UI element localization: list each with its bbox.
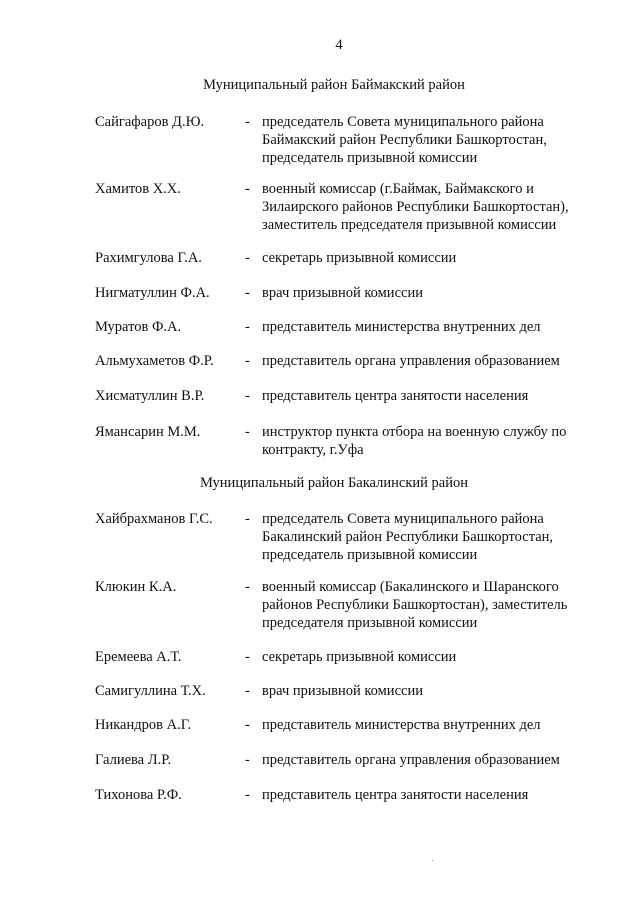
member-name: Самигуллина Т.Х. — [95, 683, 206, 699]
member-name: Нигматуллин Ф.А. — [95, 285, 210, 301]
member-dash: - — [245, 424, 250, 440]
member-role: врач призывной комиссии — [262, 285, 423, 301]
member-name: Хисматуллин В.Р. — [95, 388, 205, 404]
member-dash: - — [245, 285, 250, 301]
member-dash: - — [245, 114, 250, 130]
member-dash: - — [245, 752, 250, 768]
member-role: секретарь призывной комиссии — [262, 250, 457, 266]
member-role: инструктор пункта отбора на военную службу по контракту, г.Уфа — [262, 424, 567, 458]
member-dash: - — [245, 388, 250, 404]
member-role: представитель центра занятости населения — [262, 388, 529, 404]
member-name: Муратов Ф.А. — [95, 319, 182, 335]
section-title-bakaly: Муниципальный район Бакалинский район — [200, 475, 468, 491]
member-role: представитель центра занятости населения — [262, 787, 529, 803]
member-role: председатель Совета муниципального района Баймакский район Республики Башкортостан, председатель призывной комиссии — [262, 114, 547, 166]
page-number: 4 — [335, 37, 343, 53]
member-name: Еремеева А.Т. — [95, 649, 182, 665]
member-role: представитель министерства внутренних дел — [262, 717, 541, 733]
member-dash: - — [245, 649, 250, 665]
member-dash: - — [245, 250, 250, 266]
member-name: Хамитов Х.Х. — [95, 181, 181, 197]
member-dash: - — [245, 683, 250, 699]
member-name: Хайбрахманов Г.С. — [95, 511, 213, 527]
member-dash: - — [245, 511, 250, 527]
member-dash: - — [245, 181, 250, 197]
member-dash: - — [245, 717, 250, 733]
member-role: представитель министерства внутренних дел — [262, 319, 541, 335]
member-dash: - — [245, 787, 250, 803]
member-dash: - — [245, 319, 250, 335]
member-role: секретарь призывной комиссии — [262, 649, 457, 665]
member-name: Тихонова Р.Ф. — [95, 787, 182, 803]
member-name: Галиева Л.Р. — [95, 752, 172, 768]
member-name: Никандров А.Г. — [95, 717, 192, 733]
member-role: военный комиссар (Бакалинского и Шаранского районов Республики Башкортостан), заместитель председателя призывной комиссии — [262, 579, 568, 631]
member-role: военный комиссар (г.Баймак, Баймакского и Зилаирского районов Республики Башкортостан), заместитель председателя призывной комиссии — [262, 181, 569, 233]
member-dash: - — [245, 353, 250, 369]
member-name: Сайгафаров Д.Ю. — [95, 114, 205, 130]
member-name: Клюкин К.А. — [95, 579, 177, 595]
member-dash: - — [245, 579, 250, 595]
member-role: представитель органа управления образованием — [262, 752, 560, 768]
member-role: председатель Совета муниципального района Бакалинский район Республики Башкортостан, председатель призывной комиссии — [262, 511, 554, 563]
member-name: Рахимгулова Г.А. — [95, 250, 202, 266]
section-title-baymak: Муниципальный район Баймакский район — [203, 77, 465, 93]
member-name: Альмухаметов Ф.Р. — [95, 353, 214, 369]
member-name: Ямансарин М.М. — [95, 424, 201, 440]
member-role: представитель органа управления образованием — [262, 353, 560, 369]
member-role: врач призывной комиссии — [262, 683, 423, 699]
scan-speck — [432, 860, 433, 861]
